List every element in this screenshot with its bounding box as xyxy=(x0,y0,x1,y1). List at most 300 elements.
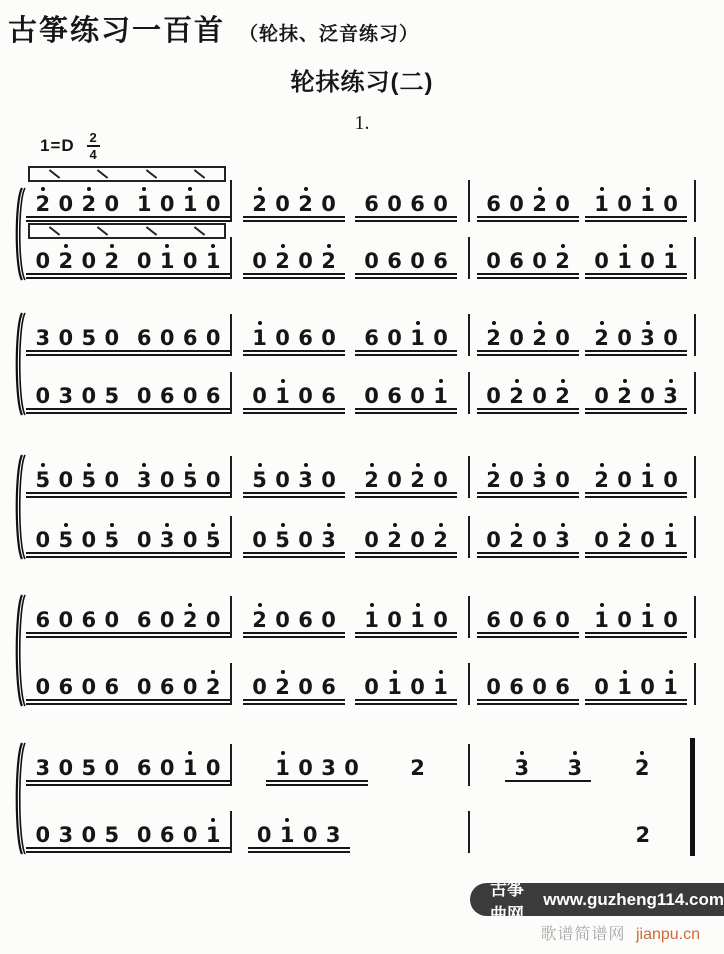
octave-dot-icon xyxy=(669,523,673,527)
beat-group xyxy=(27,244,127,279)
note xyxy=(659,463,682,490)
octave-dot-icon xyxy=(110,523,114,527)
note-number: 2 xyxy=(252,608,267,632)
octave-dot-slot xyxy=(416,379,420,383)
note xyxy=(322,818,345,845)
note xyxy=(271,670,294,697)
note-number: 6 xyxy=(104,675,120,699)
barline xyxy=(694,372,696,414)
octave-dot-slot xyxy=(669,463,673,467)
note xyxy=(505,603,528,630)
octave-dot-slot xyxy=(370,379,374,383)
note-number: 0 xyxy=(159,468,175,492)
note-number: 5 xyxy=(252,468,267,492)
note-number: 3 xyxy=(321,756,336,780)
note-number: 0 xyxy=(486,528,501,552)
note xyxy=(317,321,340,348)
octave-dot-slot xyxy=(110,670,114,674)
octave-dot-icon xyxy=(370,463,374,467)
beat-row xyxy=(232,603,468,638)
note-number: 1 xyxy=(136,192,152,216)
beat-group xyxy=(244,244,344,279)
note xyxy=(636,379,659,406)
note xyxy=(271,321,294,348)
note xyxy=(482,321,505,348)
octave-dot-slot xyxy=(41,379,45,383)
note xyxy=(317,379,340,406)
note-number: 1 xyxy=(387,675,402,699)
octave-dot-slot xyxy=(439,603,443,607)
beat-group xyxy=(27,523,127,558)
note xyxy=(636,523,659,550)
octave-dot-slot xyxy=(110,751,114,755)
octave-dot-slot xyxy=(87,818,91,822)
note xyxy=(294,751,317,778)
note-number: 2 xyxy=(555,249,570,273)
octave-dot-icon xyxy=(623,244,627,248)
octave-dot-slot xyxy=(87,523,91,527)
note-number: 0 xyxy=(594,675,609,699)
note-number: 0 xyxy=(35,249,51,273)
beat-row xyxy=(232,463,468,498)
note xyxy=(505,523,528,550)
note-number: 0 xyxy=(182,675,198,699)
octave-dot-icon xyxy=(669,244,673,248)
beat-group xyxy=(27,379,127,414)
note xyxy=(77,187,100,214)
measure xyxy=(232,670,468,705)
note-number: 2 xyxy=(298,192,313,216)
octave-dot-icon xyxy=(41,187,45,191)
note xyxy=(360,321,383,348)
beat-group xyxy=(27,603,127,638)
measure xyxy=(232,463,468,498)
note xyxy=(317,463,340,490)
note xyxy=(590,244,613,271)
note xyxy=(54,523,77,550)
note xyxy=(317,244,340,271)
octave-dot-slot xyxy=(110,321,114,325)
note xyxy=(659,244,682,271)
note-number: 3 xyxy=(663,384,678,408)
measure xyxy=(470,818,694,853)
beat-row xyxy=(470,244,694,279)
octave-dot-icon xyxy=(370,603,374,607)
note-number: 0 xyxy=(275,326,290,350)
octave-dot-icon xyxy=(416,463,420,467)
octave-dot-slot xyxy=(262,818,266,822)
note-number: 1 xyxy=(410,608,425,632)
note xyxy=(551,523,574,550)
octave-dot-slot xyxy=(561,321,565,325)
note-number: 0 xyxy=(433,326,448,350)
note-number: 0 xyxy=(509,192,524,216)
octave-dot-slot xyxy=(515,321,519,325)
octave-dot-slot xyxy=(142,244,146,248)
note-number: 3 xyxy=(35,326,51,350)
octave-dot-icon xyxy=(669,670,673,674)
staff-row xyxy=(14,314,700,356)
octave-dot-slot xyxy=(165,818,169,822)
octave-dot-slot xyxy=(304,244,308,248)
note-number: 0 xyxy=(364,528,379,552)
octave-dot-slot xyxy=(304,523,308,527)
note-number: 2 xyxy=(321,249,336,273)
note xyxy=(133,463,156,490)
note xyxy=(248,463,271,490)
note-number: 6 xyxy=(298,326,313,350)
note xyxy=(383,670,406,697)
octave-dot-slot xyxy=(350,751,354,755)
note xyxy=(31,751,54,778)
octave-dot-slot xyxy=(646,523,650,527)
note-number: 0 xyxy=(486,384,501,408)
note-number: 6 xyxy=(182,326,198,350)
note xyxy=(360,523,383,550)
note-number: 0 xyxy=(81,823,97,847)
measure xyxy=(232,603,468,638)
note-number: 0 xyxy=(205,192,221,216)
roll-technique-box xyxy=(28,223,226,239)
note-number: 0 xyxy=(298,756,313,780)
note-number: 2 xyxy=(205,675,221,699)
book-title: 古筝练习一百首 xyxy=(8,15,226,47)
note-number: 6 xyxy=(159,675,175,699)
beat-row xyxy=(232,670,468,705)
note xyxy=(590,379,613,406)
note-number: 2 xyxy=(387,528,402,552)
note-number: 5 xyxy=(58,528,74,552)
octave-dot-slot xyxy=(258,379,262,383)
octave-dot-slot xyxy=(393,187,397,191)
octave-dot-slot xyxy=(439,321,443,325)
measure xyxy=(232,244,468,279)
beat-row xyxy=(470,379,694,414)
beat-group xyxy=(478,463,578,498)
note-number: 1 xyxy=(182,192,198,216)
note xyxy=(54,603,77,630)
note-number: 6 xyxy=(321,675,336,699)
note xyxy=(505,244,528,271)
octave-dot-icon xyxy=(646,321,650,325)
octave-dot-slot xyxy=(393,463,397,467)
octave-dot-icon xyxy=(258,187,262,191)
beat-row xyxy=(26,379,230,414)
note xyxy=(590,463,613,490)
barline xyxy=(694,180,696,222)
octave-dot-slot xyxy=(41,523,45,527)
note xyxy=(613,379,636,406)
note xyxy=(31,603,54,630)
note-number: 1 xyxy=(410,326,425,350)
note-number: 0 xyxy=(555,468,570,492)
note-number: 3 xyxy=(58,384,74,408)
measure xyxy=(26,670,230,705)
note-number: 0 xyxy=(321,192,336,216)
measure xyxy=(470,187,694,222)
note xyxy=(271,523,294,550)
beat-group xyxy=(244,321,344,356)
octave-dot-icon xyxy=(439,379,443,383)
octave-dot-icon xyxy=(515,379,519,383)
note xyxy=(406,321,429,348)
note-number: 3 xyxy=(514,756,530,780)
note-number: 1 xyxy=(663,528,678,552)
octave-dot-slot xyxy=(142,321,146,325)
note xyxy=(317,751,340,778)
beat-row xyxy=(232,818,468,853)
note xyxy=(613,463,636,490)
beat-group xyxy=(586,379,686,414)
note-number: 0 xyxy=(364,675,379,699)
note xyxy=(31,463,54,490)
note xyxy=(202,818,225,845)
note xyxy=(100,321,123,348)
note xyxy=(528,463,551,490)
note xyxy=(156,818,179,845)
note-number: 0 xyxy=(104,192,120,216)
note-number: 0 xyxy=(410,528,425,552)
octave-dot-slot xyxy=(64,321,68,325)
octave-dot-slot xyxy=(64,818,68,822)
note-number: 6 xyxy=(136,756,152,780)
octave-dot-slot xyxy=(165,751,169,755)
note-number: 3 xyxy=(325,823,341,847)
note-number: 6 xyxy=(58,675,74,699)
beat-group xyxy=(244,187,344,222)
note xyxy=(179,244,202,271)
note xyxy=(429,321,452,348)
note-number: 1 xyxy=(205,823,221,847)
octave-dot-icon xyxy=(439,523,443,527)
octave-dot-slot xyxy=(41,244,45,248)
note-number: 0 xyxy=(275,468,290,492)
octave-dot-slot xyxy=(370,670,374,674)
beat-row xyxy=(232,321,468,356)
octave-dot-icon xyxy=(281,751,285,755)
note-number: 5 xyxy=(81,468,97,492)
octave-dot-slot xyxy=(211,463,215,467)
beat-group xyxy=(506,751,590,786)
note xyxy=(360,670,383,697)
octave-dot-slot xyxy=(211,751,215,755)
note-number: 0 xyxy=(594,384,609,408)
note xyxy=(360,463,383,490)
octave-dot-slot xyxy=(393,244,397,248)
note xyxy=(482,187,505,214)
octave-dot-slot xyxy=(416,187,420,191)
octave-dot-icon xyxy=(492,321,496,325)
measure xyxy=(26,321,230,356)
beat-group xyxy=(129,523,229,558)
note-number: 2 xyxy=(410,756,425,780)
beat-row xyxy=(470,670,694,705)
note-number: 0 xyxy=(617,326,632,350)
barline xyxy=(694,663,696,705)
octave-dot-slot xyxy=(439,244,443,248)
note-number: 2 xyxy=(252,192,267,216)
note xyxy=(202,523,225,550)
note xyxy=(406,244,429,271)
note xyxy=(482,463,505,490)
note xyxy=(156,751,179,778)
measure xyxy=(470,523,694,558)
note-number: 0 xyxy=(159,608,175,632)
octave-dot-slot xyxy=(304,321,308,325)
note xyxy=(360,187,383,214)
staff-row xyxy=(14,456,700,498)
note-number: 0 xyxy=(486,675,501,699)
octave-dot-icon xyxy=(640,751,644,755)
beat-row xyxy=(26,523,230,558)
note xyxy=(156,603,179,630)
measure xyxy=(470,244,694,279)
note xyxy=(248,523,271,550)
octave-dot-icon xyxy=(623,379,627,383)
note-number: 6 xyxy=(387,384,402,408)
octave-dot-icon xyxy=(600,187,604,191)
note-number: 1 xyxy=(252,326,267,350)
octave-dot-slot xyxy=(142,523,146,527)
octave-dot-slot xyxy=(87,244,91,248)
note-number: 1 xyxy=(594,192,609,216)
note xyxy=(636,244,659,271)
note-number: 2 xyxy=(532,326,547,350)
note xyxy=(248,187,271,214)
octave-dot-slot xyxy=(64,670,68,674)
note-number: 3 xyxy=(159,528,175,552)
octave-dot-slot xyxy=(439,463,443,467)
note xyxy=(659,321,682,348)
octave-dot-slot xyxy=(165,463,169,467)
stroke-slash-icon xyxy=(194,169,205,179)
note-number: 2 xyxy=(617,528,632,552)
beat-row xyxy=(232,379,468,414)
octave-dot-slot xyxy=(87,379,91,383)
note xyxy=(505,321,528,348)
note xyxy=(590,187,613,214)
octave-dot-icon xyxy=(646,463,650,467)
note xyxy=(360,603,383,630)
octave-dot-icon xyxy=(520,751,524,755)
octave-dot-slot xyxy=(416,523,420,527)
note xyxy=(528,379,551,406)
stroke-slash-icon xyxy=(97,169,108,179)
octave-dot-icon xyxy=(258,321,262,325)
octave-dot-slot xyxy=(64,751,68,755)
octave-dot-slot xyxy=(64,463,68,467)
staff-row xyxy=(14,223,700,279)
note xyxy=(590,603,613,630)
note xyxy=(133,751,156,778)
note-number: 2 xyxy=(410,468,425,492)
octave-dot-slot xyxy=(41,670,45,674)
note-number: 3 xyxy=(35,756,51,780)
note-number: 0 xyxy=(640,384,655,408)
octave-dot-slot xyxy=(142,670,146,674)
octave-dot-slot xyxy=(165,321,169,325)
note-number: 0 xyxy=(81,675,97,699)
beat-group xyxy=(478,321,578,356)
note-number: 0 xyxy=(182,384,198,408)
note-number: 1 xyxy=(617,675,632,699)
note-number: 2 xyxy=(486,326,501,350)
note xyxy=(636,321,659,348)
beat-group xyxy=(356,244,456,279)
note-number: 3 xyxy=(298,468,313,492)
note-number: 5 xyxy=(35,468,51,492)
note xyxy=(551,187,574,214)
octave-dot-slot xyxy=(87,603,91,607)
note xyxy=(636,187,659,214)
note xyxy=(100,523,123,550)
stroke-slash-icon xyxy=(146,169,157,179)
note xyxy=(133,818,156,845)
beat-group xyxy=(478,379,578,414)
beat-group xyxy=(244,523,344,558)
octave-dot-slot xyxy=(538,523,542,527)
note-number: 0 xyxy=(256,823,272,847)
roll-technique-box xyxy=(28,166,226,182)
note xyxy=(133,379,156,406)
note xyxy=(406,379,429,406)
note xyxy=(179,379,202,406)
note xyxy=(317,670,340,697)
note xyxy=(294,244,317,271)
note-number: 0 xyxy=(410,675,425,699)
note-number: 0 xyxy=(433,608,448,632)
beat-row xyxy=(470,603,694,638)
octave-dot-slot xyxy=(561,603,565,607)
octave-dot-icon xyxy=(561,244,565,248)
note-number: 2 xyxy=(509,528,524,552)
octave-dot-slot xyxy=(492,523,496,527)
octave-dot-slot xyxy=(370,244,374,248)
note xyxy=(383,523,406,550)
note xyxy=(360,379,383,406)
beat-row xyxy=(232,187,468,222)
note-number: 6 xyxy=(433,249,448,273)
note xyxy=(613,187,636,214)
beat-group xyxy=(356,670,456,705)
key-signature: 1=D xyxy=(40,136,75,155)
note-number: 5 xyxy=(104,528,120,552)
time-signature-denominator: 4 xyxy=(89,147,97,162)
octave-dot-icon xyxy=(538,463,542,467)
note-number: 0 xyxy=(104,608,120,632)
note-number: 0 xyxy=(410,249,425,273)
note-number: 1 xyxy=(275,384,290,408)
octave-dot-slot xyxy=(370,187,374,191)
note-number: 2 xyxy=(275,675,290,699)
note xyxy=(482,603,505,630)
note xyxy=(317,603,340,630)
note-number: 0 xyxy=(640,249,655,273)
octave-dot-icon xyxy=(600,603,604,607)
note xyxy=(100,244,123,271)
note xyxy=(636,463,659,490)
beat-group xyxy=(586,523,686,558)
octave-dot-icon xyxy=(573,751,577,755)
note-number: 0 xyxy=(104,468,120,492)
note xyxy=(429,379,452,406)
octave-dot-slot xyxy=(538,244,542,248)
octave-dot-slot xyxy=(281,321,285,325)
staff-row xyxy=(14,811,700,853)
note xyxy=(340,751,363,778)
note-number: 5 xyxy=(205,528,221,552)
note-number: 0 xyxy=(136,528,152,552)
